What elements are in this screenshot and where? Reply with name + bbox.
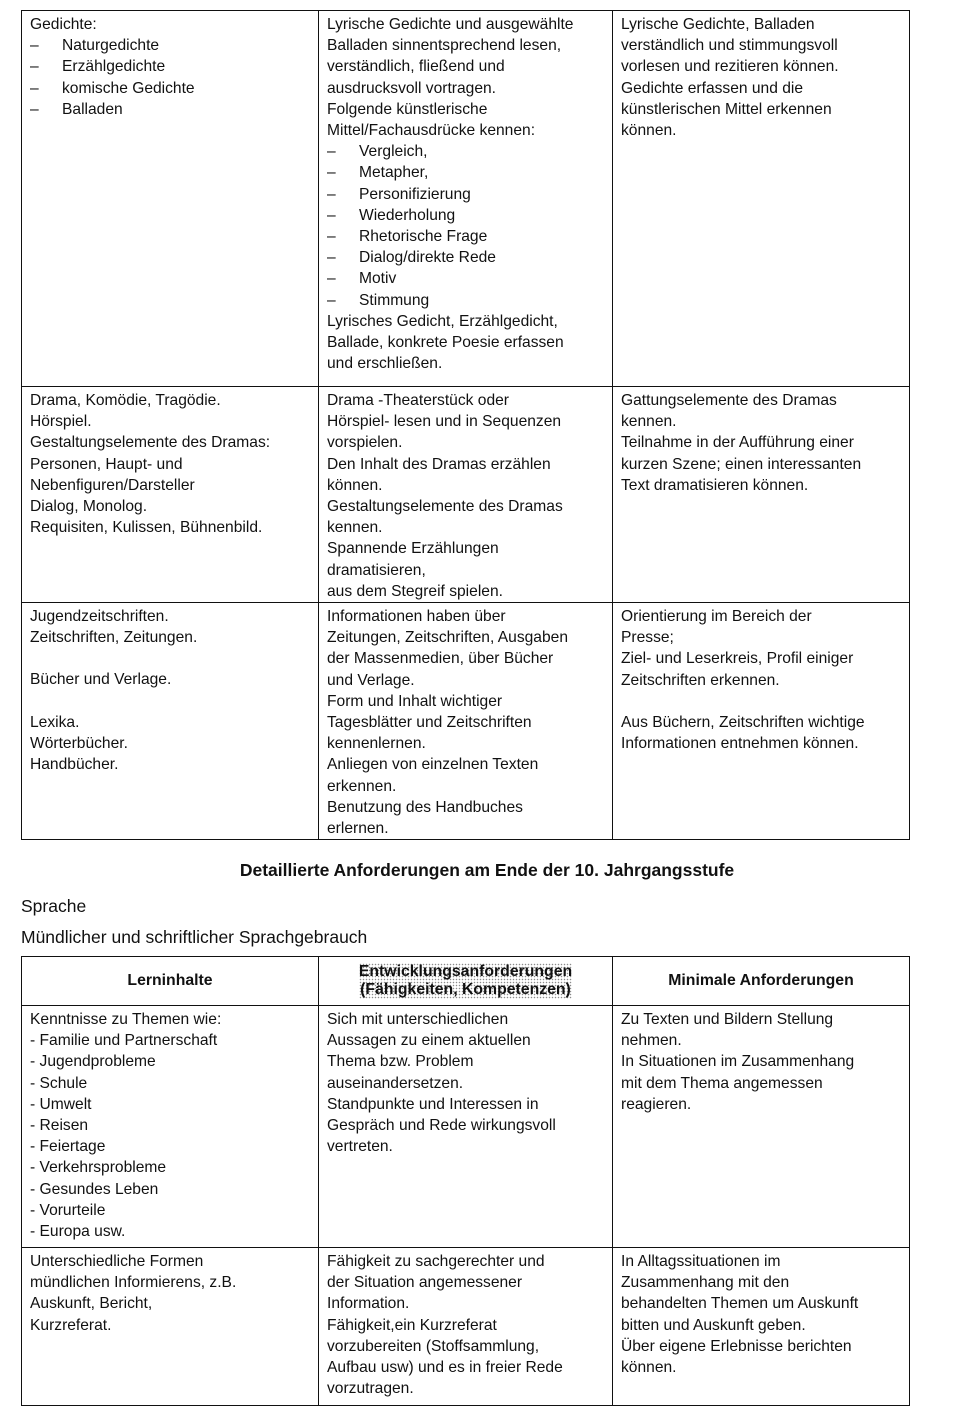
cell-line: Mittel/Fachausdrücke kennen:	[327, 122, 536, 140]
list-item-text: Motiv	[359, 270, 397, 288]
cell-line: Zusammenhang mit den	[621, 1274, 790, 1292]
cell-line: Standpunkte und Interessen in	[327, 1095, 539, 1113]
table-row	[22, 387, 910, 603]
cell-line: auseinandersetzen.	[327, 1074, 464, 1092]
cell-line: verständlich, fließend und	[327, 58, 505, 76]
cell-line: Drama -Theaterstück oder	[327, 392, 509, 409]
blank-line	[30, 691, 311, 712]
cell-line: Wörterbücher.	[30, 734, 128, 752]
list-item: – Stimmung	[327, 290, 605, 311]
cell-line: vorspielen.	[327, 434, 403, 452]
column-header-label: (Fähigkeiten, Kompetenzen)	[360, 981, 571, 998]
cell-line: Ziel- und Leserkreis, Profil einiger	[621, 650, 854, 668]
cell-line: Lyrische Gedichte und ausgewählte	[327, 16, 574, 33]
cell-line: - Vorurteile	[30, 1201, 106, 1219]
cell-line: Spannende Erzählungen	[327, 540, 499, 558]
cell-line: - Gesundes Leben	[30, 1180, 159, 1198]
table-cell	[613, 1006, 910, 1248]
list-item: – Naturgedichte	[30, 35, 311, 56]
cell-line: Dialog, Monolog.	[30, 498, 148, 516]
cell-line: Lyrisches Gedicht, Erzählgedicht,	[327, 312, 558, 330]
list-item-text: Personifizierung	[359, 185, 471, 203]
table-cell	[319, 603, 613, 840]
subsection-label: Mündlicher und schriftlicher Sprachgebrauch	[21, 927, 368, 947]
cell-line: der Situation angemessener	[327, 1274, 523, 1292]
cell-line: Lyrische Gedichte, Balladen	[621, 16, 815, 33]
cell-line: Tagesblätter und Zeitschriften	[327, 714, 532, 732]
table-row	[22, 603, 910, 840]
cell-line: Lexika.	[30, 713, 80, 731]
cell-line: Kurzreferat.	[30, 1316, 112, 1334]
list-item: – Balladen	[30, 99, 311, 120]
cell-line: erlernen.	[327, 820, 389, 838]
cell-line: - Familie und Partnerschaft	[30, 1032, 218, 1050]
cell-line: Zu Texten und Bildern Stellung	[621, 1011, 834, 1028]
cell-line: Gespräch und Rede wirkungsvoll	[327, 1117, 556, 1135]
cell-line: mit dem Thema angemessen	[621, 1074, 823, 1092]
cell-line: können.	[621, 1359, 677, 1377]
list-item: – komische Gedichte	[30, 78, 311, 99]
cell-line: - Jugendprobleme	[30, 1053, 156, 1071]
table-cell	[319, 11, 613, 387]
list-item-text: Vergleich,	[359, 143, 428, 161]
cell-line: Gedichte:	[30, 16, 97, 33]
cell-line: Aufbau usw) und es in freier Rede	[327, 1359, 563, 1377]
cell-line: In Situationen im Zusammenhang	[621, 1053, 855, 1071]
list-item-text: Wiederholung	[359, 206, 456, 224]
blank-line	[621, 691, 902, 712]
cell-line: und Verlage.	[327, 671, 415, 689]
cell-line: vorzutragen.	[327, 1380, 414, 1398]
table-cell	[22, 11, 319, 387]
list-item-text: Balladen	[62, 100, 123, 118]
table-cell	[613, 11, 910, 387]
cell-line: verständlich und stimmungsvoll	[621, 37, 838, 55]
curriculum-table-lower	[21, 956, 910, 1406]
cell-line: - Feiertage	[30, 1138, 106, 1156]
table-row	[22, 11, 910, 387]
list-item-text: Naturgedichte	[62, 37, 160, 55]
cell-line: Informationen entnehmen können.	[621, 735, 859, 753]
cell-line: vorzubereiten (Stoffsammlung,	[327, 1337, 540, 1355]
cell-line: ausdrucksvoll vortragen.	[327, 79, 497, 97]
cell-line: Zeitschriften erkennen.	[621, 671, 780, 689]
cell-line: Gestaltungselemente des Dramas:	[30, 434, 271, 452]
cell-line: Kenntnisse zu Themen wie:	[30, 1011, 222, 1028]
cell-line: bitten und Auskunft geben.	[621, 1316, 806, 1334]
cell-line: Presse;	[621, 629, 674, 647]
table-cell	[319, 1248, 613, 1406]
cell-line: nehmen.	[621, 1032, 682, 1050]
cell-line: kennen.	[327, 519, 383, 537]
cell-line: Folgende künstlerische	[327, 100, 488, 118]
cell-line: Zeitschriften, Zeitungen.	[30, 629, 198, 647]
cell-line: Requisiten, Kulissen, Bühnenbild.	[30, 519, 263, 537]
column-header-label: Minimale Anforderungen	[668, 972, 854, 989]
section-heading: Detaillierte Anforderungen am Ende der 10. Jahrgangsstufe	[239, 860, 735, 880]
cell-line: Anliegen von einzelnen Texten	[327, 756, 539, 774]
cell-line: Gattungselemente des Dramas	[621, 392, 837, 409]
list-item-text: Stimmung	[359, 291, 430, 309]
cell-line: und erschließen.	[327, 355, 443, 373]
cell-line: dramatisieren,	[327, 561, 426, 579]
cell-line: kennen.	[621, 413, 677, 431]
table-cell	[22, 387, 319, 603]
cell-line: aus dem Stegreif spielen.	[327, 582, 503, 600]
cell-line: Drama, Komödie, Tragödie.	[30, 392, 221, 409]
table-cell	[22, 1006, 319, 1248]
cell-line: Handbücher.	[30, 756, 119, 774]
table-cell	[22, 1248, 319, 1406]
cell-line: kennenlernen.	[327, 735, 426, 753]
subject-label: Sprache	[21, 896, 87, 916]
table-cell	[319, 1006, 613, 1248]
cell-line: Thema bzw. Problem	[327, 1053, 474, 1071]
list-item: – Dialog/direkte Rede	[327, 247, 605, 268]
cell-line: Teilnahme in der Aufführung einer	[621, 434, 854, 452]
list-item: – Metapher,	[327, 162, 605, 183]
cell-line: - Europa usw.	[30, 1223, 126, 1241]
blank-line	[30, 648, 311, 669]
list-item: – Personifizierung	[327, 184, 605, 205]
table-row	[22, 1006, 910, 1248]
cell-line: Fähigkeit zu sachgerechter und	[327, 1253, 545, 1270]
cell-line: Informationen haben über	[327, 608, 506, 626]
cell-line: Ballade, konkrete Poesie erfassen	[327, 334, 564, 352]
cell-line: Nebenfiguren/Darsteller	[30, 476, 195, 494]
cell-line: Fähigkeit,ein Kurzreferat	[327, 1316, 497, 1334]
cell-line: der Massenmedien, über Bücher	[327, 650, 554, 668]
list-item: – Motiv	[327, 268, 605, 289]
list-item-text: Erzählgedichte	[62, 58, 166, 76]
column-header-label: Lerninhalte	[127, 972, 213, 989]
column-header-minimale-anforderungen	[613, 957, 910, 1006]
cell-line: Gedichte erfassen und die	[621, 79, 804, 97]
list-item-text: komische Gedichte	[62, 79, 195, 97]
cell-line: Aussagen zu einem aktuellen	[327, 1032, 531, 1050]
cell-line: - Schule	[30, 1074, 88, 1092]
cell-line: vorlesen und rezitieren können.	[621, 58, 839, 76]
table-cell	[22, 603, 319, 840]
list-item: – Wiederholung	[327, 205, 605, 226]
list-item-text: Rhetorische Frage	[359, 228, 488, 246]
list-item: – Vergleich,	[327, 141, 605, 162]
list-item-text: Metapher,	[359, 164, 429, 182]
cell-line: Orientierung im Bereich der	[621, 608, 812, 626]
list-item: – Rhetorische Frage	[327, 226, 605, 247]
curriculum-table-upper	[21, 10, 910, 840]
cell-line: Balladen sinnentsprechend lesen,	[327, 37, 562, 55]
cell-line: Sich mit unterschiedlichen	[327, 1011, 509, 1028]
cell-line: kurzen Szene; einen interessanten	[621, 455, 862, 473]
cell-line: vertreten.	[327, 1138, 393, 1156]
column-header-entwicklungsanforderungen	[319, 957, 613, 1006]
column-header-lerninhalte	[22, 957, 319, 1006]
cell-line: Personen, Haupt- und	[30, 455, 183, 473]
cell-line: - Verkehrsprobleme	[30, 1159, 167, 1177]
cell-line: Hörspiel- lesen und in Sequenzen	[327, 413, 562, 431]
cell-line: Benutzung des Handbuches	[327, 798, 523, 816]
cell-line: Aus Büchern, Zeitschriften wichtige	[621, 713, 865, 731]
cell-line: Jugendzeitschriften.	[30, 608, 169, 626]
cell-line: behandelten Themen um Auskunft	[621, 1295, 859, 1313]
table-cell	[613, 1248, 910, 1406]
cell-line: Gestaltungselemente des Dramas	[327, 498, 563, 516]
header-shading	[359, 963, 572, 999]
cell-line: Form und Inhalt wichtiger	[327, 692, 503, 710]
cell-line: Unterschiedliche Formen	[30, 1253, 204, 1270]
cell-line: mündlichen Informierens, z.B.	[30, 1274, 237, 1292]
list-item-text: Dialog/direkte Rede	[359, 249, 496, 267]
cell-line: In Alltagssituationen im	[621, 1253, 781, 1270]
table-cell	[613, 387, 910, 603]
cell-line: Zeitungen, Zeitschriften, Ausgaben	[327, 629, 568, 647]
table-cell	[613, 603, 910, 840]
cell-line: erkennen.	[327, 777, 397, 795]
cell-line: künstlerischen Mittel erkennen	[621, 100, 832, 118]
cell-line: Hörspiel.	[30, 413, 92, 431]
table-header-row	[22, 957, 910, 1006]
list-item: – Erzählgedichte	[30, 56, 311, 77]
cell-line: Bücher und Verlage.	[30, 671, 172, 689]
cell-line: Den Inhalt des Dramas erzählen	[327, 455, 551, 473]
cell-line: Über eigene Erlebnisse berichten	[621, 1337, 852, 1355]
cell-line: können.	[621, 122, 677, 140]
cell-line: reagieren.	[621, 1095, 692, 1113]
column-header-label: Entwicklungsanforderungen	[358, 963, 573, 980]
cell-line: - Reisen	[30, 1117, 89, 1135]
cell-line: können.	[327, 476, 383, 494]
table-row	[22, 1248, 910, 1406]
cell-line: Text dramatisieren können.	[621, 476, 809, 494]
cell-line: - Umwelt	[30, 1095, 92, 1113]
cell-line: Information.	[327, 1295, 410, 1313]
table-cell	[319, 387, 613, 603]
cell-line: Auskunft, Bericht,	[30, 1295, 153, 1313]
